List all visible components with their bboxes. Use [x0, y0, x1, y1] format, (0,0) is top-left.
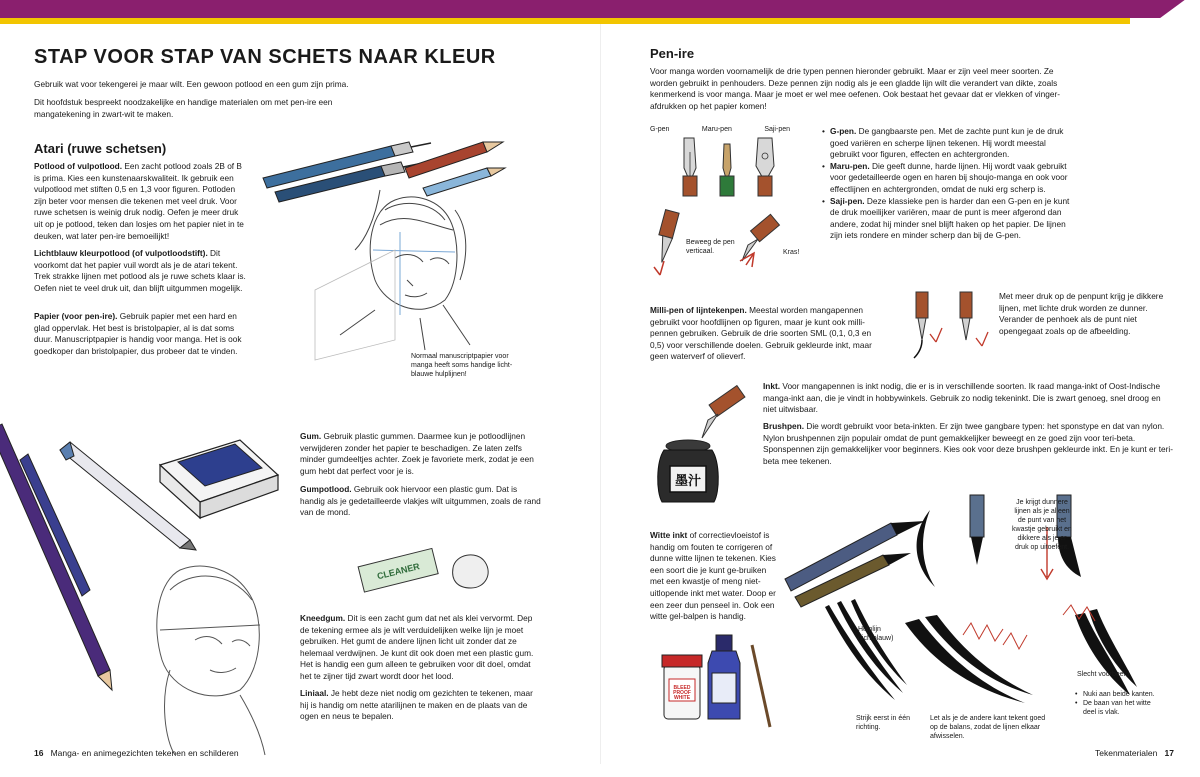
intro-paragraph-2: Dit hoofdstuk bespreekt noodzakelijke en handige materialen om met pen-ire een mangatekening in zwart-wit te maken. — [34, 97, 333, 119]
saji-nib-icon — [756, 138, 774, 196]
gpen-nib-icon — [683, 138, 697, 196]
inkt-paragraph — [763, 381, 1173, 416]
saji-term: Saji-pen. — [830, 195, 865, 206]
witte-inkt-paragraph — [650, 530, 778, 623]
intro-paragraph-1: Gebruik wat voor tekengerei je maar wilt. Een gewoon potlood en een gum zijn prima. — [34, 79, 349, 89]
pressure-pen-2-icon — [960, 292, 972, 340]
brush-term: Brushpen. — [763, 421, 805, 431]
kneedgum-text: Dit is een zacht gum dat net als klei vervormt. Dep de tekening ermee als je wilt verduidelijken welke lijn je moet gebruiken. Het gumt de andere lijnen licht uit zonder dat ze helemaal verdwijnen. Je kunt dit ook doen met een plastic gum. Het is handig een gum alleen te gebruiken voor dit doel, omdat het te zijner tijd zwart wordt door het lood. — [300, 613, 534, 681]
liniaal-paragraph — [300, 688, 543, 723]
header-purple-band — [0, 0, 1200, 18]
gumpotlood-paragraph — [300, 484, 543, 519]
white-ink-bottles-illustration — [660, 635, 780, 730]
ink-bottle-icon — [658, 440, 719, 502]
inkt-text: Voor mangapennen is inkt nodig, die er is in verschillende soorten. Ik raad manga-inkt of Oost-Indische manga-inkt aan, die je vindt in hobbywinkels. Gebruik zo nodig tekeninkt. Die is zwart genoeg, snel droog en niet uitwisbaar. — [763, 381, 1161, 415]
cleaner-eraser-icon — [358, 548, 438, 592]
potlood-text: Een zacht potlood zoals 2B of B is prima. Kies een kunstenaarskwaliteit. Ik gebruik een vulpotlood met stiften 0,5 en 1,3 voor figuren. Potloden zijn beter voor mensen die tekenen met veel druk. Voor ruwe schetsen is weinig druk nodig. Oefen je meer druk uit op je potlood, teken dan losjes om het papier niet in te deuken, wat later pen-ire bemoeilijkt! — [34, 161, 244, 241]
papier-paragraph — [34, 311, 246, 357]
right-folio — [1095, 748, 1174, 758]
left-running-title: Manga- en animegezichten tekenen en schilderen — [50, 748, 239, 758]
right-page-number: 17 — [1164, 748, 1174, 758]
atari-heading: Atari (ruwe schetsen) — [34, 141, 167, 156]
saji-item — [822, 196, 1070, 242]
gumpotlood-term: Gumpotlood. — [300, 484, 352, 494]
nib-labels — [650, 125, 790, 134]
brush-tip-pen-1-icon — [970, 495, 984, 565]
angled-pen-icon — [742, 214, 779, 261]
gpen-item — [822, 126, 1070, 161]
maru-text: Die geeft dunne, harde lijnen. Hij wordt vaak gebruikt voor gedetailleerde ogen en haren bij shoujo-manga en ook voor effectlijnen en achtergronden, omdat de nuki erg scherp is. — [830, 160, 1068, 194]
kras-caption: Kras! — [783, 249, 800, 256]
hatching-strokes — [825, 599, 1137, 703]
brush-tip-caption: Je krijgt dunnere lijnen als je alleen de punt van het kwastje gebruikt en dikkere als je er druk op uitoefent. — [1012, 499, 1072, 551]
eraser-pencils-illustration — [0, 420, 300, 760]
slecht-bullet-1: • Nuki aan beide kanten. — [1075, 690, 1155, 699]
maru-item — [822, 161, 1070, 196]
slecht-caption: Slecht voorbeeld — [1077, 671, 1130, 678]
liniaal-term: Liniaal. — [300, 688, 329, 698]
white-ink-jar-icon — [662, 655, 702, 719]
nibs-illustration — [650, 138, 800, 200]
slecht-bullet-2: • De baan van het witte deel is vlak. — [1075, 699, 1155, 717]
page-title: STAP VOOR STAP VAN SCHETS NAAR KLEUR — [34, 46, 496, 68]
nib-label-gpen: G-pen — [650, 126, 670, 133]
ink-dip-pen-icon — [702, 386, 745, 438]
milli-text: Meestal worden mangapennen gebruikt voor hoofdlijnen op figuren, maar je kunt ook milli-pennen gebruiken. Gebruik de drie soorten SML (0,1, 0,3 en 0,5) voor verschillende doelen. Gebruik gekleurde inkt, maar geen waterverf of olieverf. — [650, 305, 872, 362]
penire-heading: Pen-ire — [650, 46, 695, 61]
liniaal-text: Je hebt deze niet nodig om gezichten te tekenen, maar hij is handig om nette atarilijnen te maken en de plaats van de ogen en neus te bepalen. — [300, 688, 533, 722]
balans-caption: Let als je de andere kant tekent goed op de balans, zodat de lijnen elkaar afwisselen. — [930, 715, 1046, 740]
saji-text: Deze klassieke pen is harder dan een G-pen en je kunt de druk moeilijker variëren, maar de punt is meer afgerond dan andere, zodat hij minder snel blijft haken op het papier. De lijnen zijn iets rondere en minder scherp dan bij de G-pen. — [830, 195, 1070, 241]
pen-types-list — [822, 126, 1070, 242]
red-guide-lines — [963, 605, 1095, 649]
lichtblauw-term: Lichtblauw kleurpotlood (of vulpotloodstift). — [34, 248, 208, 258]
gum-term: Gum. — [300, 431, 322, 441]
witte-term: Witte inkt — [650, 530, 688, 540]
brushpen-paragraph — [763, 421, 1173, 467]
nib-label-maru: Maru-pen — [701, 126, 732, 133]
potlood-paragraph — [34, 161, 246, 242]
pressure-pen-1-icon — [914, 292, 928, 358]
strijk-caption: Strijk eerst in één richting. — [856, 715, 911, 731]
pressure-paragraph: Met meer druk op de penpunt krijg je dikkere lijnen, met lichte druk worden ze dunner. Verander de penhoek als de punt niet opengegaat zoals op de afbeelding. — [999, 291, 1164, 336]
right-running-title: Tekenmaterialen — [1095, 748, 1158, 758]
header-yellow-stripe — [0, 18, 1130, 24]
plastic-eraser-icon — [160, 440, 278, 518]
nib-label-saji: Saji-pen — [764, 126, 790, 133]
inkt-term: Inkt. — [763, 381, 781, 391]
lichtblauw-text: Dit voorkomt dat het papier vuil wordt als je de atari tekent. Trek strakke lijnen met potlood als je ruwe schets klaar is. Oefen niet te veel druk uit, dan blijft uitgummen mogelijk. — [34, 248, 246, 293]
gpen-text: De gangbaarste pen. Met de zachte punt kun je de druk goed variëren en scherpe lijnen tekenen. Hij wordt meestal gebruikt voor figuren, effecten en achtergronden. — [830, 126, 1064, 160]
vertical-caption: Beweeg de pen verticaal. — [686, 239, 735, 255]
header-band — [0, 0, 1200, 24]
gpen-term: G-pen. — [830, 126, 857, 136]
vertical-pen-icon — [656, 210, 679, 264]
manga-sketch-face-drawing — [340, 190, 470, 350]
white-ink-jar-label: BLEED PROOF WHITE — [673, 685, 691, 701]
gumpotlood-text: Gebruik ook hiervoor een plastic gum. Dat is handig als je gedetailleerde vlakjes wilt uitgummen, zoals de rand van de mond. — [300, 484, 541, 518]
maru-term: Maru-pen. — [830, 160, 870, 171]
kneaded-eraser-illustration — [355, 540, 495, 600]
maru-nib-icon — [720, 144, 734, 196]
blue-pencil-icon — [423, 168, 505, 196]
manuscript-caption: Normaal manuscriptpapier voor manga heeft soms handige licht-blauwe hulplijnen! — [411, 353, 513, 378]
left-page-number: 16 — [34, 748, 44, 758]
manuscript-paper-sheet — [315, 250, 395, 360]
milli-paragraph — [650, 305, 875, 363]
girl-sketch-drawing — [157, 566, 265, 755]
gum-paragraph — [300, 431, 543, 477]
milli-term: Milli-pen of lijntekenpen. — [650, 305, 747, 315]
left-folio — [34, 748, 239, 758]
white-ink-bottle-icon — [708, 635, 740, 719]
ink-bottle-illustration — [650, 380, 760, 510]
ink-bottle-label: 墨汁 — [674, 474, 702, 489]
kneedgum-term: Kneedgum. — [300, 613, 346, 623]
hulplijn-caption: Hulplijn (lichtblauw) — [858, 626, 894, 642]
lichtblauw-paragraph — [34, 248, 246, 294]
gum-text: Gebruik plastic gummen. Daarmee kun je potloodlijnen verwijderen zonder het papier te beschadigen. Ze laten zelfs minder gumdeeltjes achter. Zoek je favoriete merk, zodat je een gum hebt dat perfect voor je is. — [300, 431, 534, 476]
potlood-term: Potlood of vulpotlood. — [34, 161, 123, 171]
pen-pressure-illustration — [900, 288, 995, 360]
papier-text: Gebruik papier met een hard en glad oppervlak. Het best is bristolpapier, al is dat soms duur. Manuscriptpapier is handig voor manga. Het is ook goedkoper dan bristolpapier, dus probeer dat te vinden. — [34, 311, 242, 356]
brush-text: Die wordt gebruikt voor beta-inkten. Er zijn twee gangbare typen: het sponstype en dat van nylon. Nylon brushpennen zijn populair omdat de punt gemakkelijker beweegt en ze goed zijn voor teri-beta. Sponspennen zijn gemakkelijker voor beginners. Kies ook voor deze brushpen gekleurde inkt. En je kunt er teri-beta mee tekenen. — [763, 421, 1174, 466]
papier-term: Papier (voor pen-ire). — [34, 311, 118, 321]
page-gutter — [600, 24, 601, 764]
kneedgum-paragraph — [300, 613, 543, 683]
penire-intro: Voor manga worden voornamelijk de drie typen pennen hieronder gebruikt. Maar er zijn veel meer soorten. Ze worden gebruikt in penhouders. Deze pennen zijn nodig als je een gladde lijn wilt die verandert van dikte, zoals kenmerkend is voor manga. Maar je moet er wel mee oefenen. Ook bestaat het gevaar dat er vlekken of vinger-afdrukken op het papier komen! — [650, 66, 1060, 111]
thin-brush-icon — [752, 645, 770, 727]
kneaded-eraser-blob-icon — [453, 555, 489, 588]
up-arrow-icon — [654, 261, 664, 275]
witte-text: of correctievloeistof is handig om fouten te corrigeren of dunne witte lijnen te tekenen. Kies een soort die je kunt ge-bruiken met een kwastje of meng niet-uitlopende inkt met water. Doop er een zeer dun penseel in. Ook een witte gel-balpen is handig. — [650, 530, 776, 622]
pencils-and-sketch-illustration — [255, 130, 520, 360]
cleaner-label: CLEANER — [376, 561, 421, 582]
slecht-bullets — [1075, 690, 1155, 717]
